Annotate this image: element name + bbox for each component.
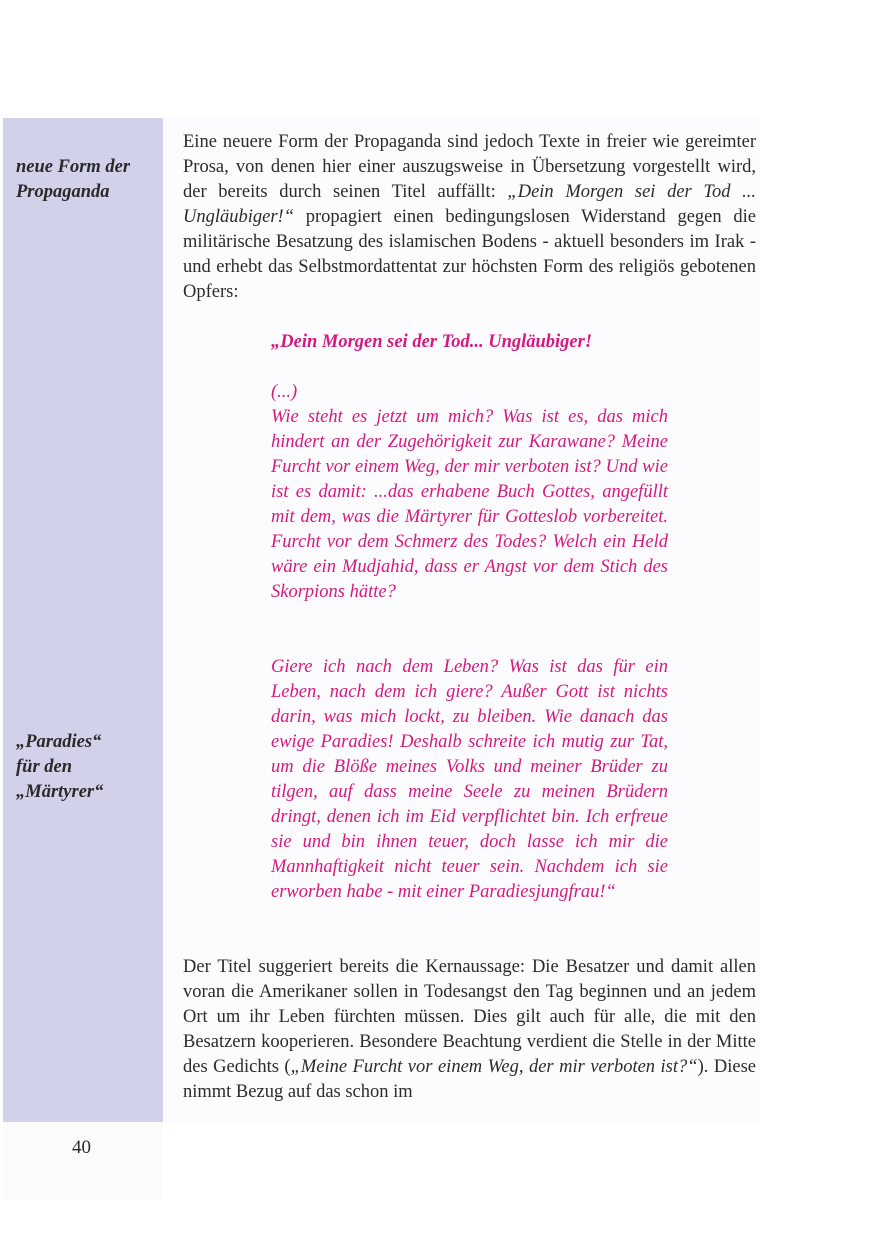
paragraph-text: propagiert einen bedingungslosen Widerstand gegen die militärische Besatzung des islamischen Bodens - aktuell besonders im Irak - und erhebt das Selbstmordattentat zur höchsten Form des religiös gebotenen Opfers: (183, 207, 756, 302)
page-number: 40 (72, 1137, 91, 1158)
paragraph-text: Eine neuere Form der Propaganda sind jedoch Texte in freier wie gereimter Prosa, von denen hier einer auszugsweise in Übersetzung vorgestellt wird, der bereits durch seinen Titel auffällt: (183, 132, 756, 202)
body-paragraph-intro (183, 130, 756, 305)
paragraph-text: ). Diese nimmt Bezug auf das schon im (183, 1057, 756, 1102)
poem-stanza-2: Giere ich nach dem Leben? Was ist das für ein Leben, nach dem ich giere? Außer Gott ist nichts darin, was mich lockt, zu bleiben. Wie danach das ewige Paradies! Deshalb schreite ich mutig zur Tat, um die Blöße meines Volks und meiner Brüder zu tilgen, auf dass meine Seele zu meinen Brüdern dringt, denen ich im Eid verpflichtet bin. Ich erfreue sie und bin ihnen teuer, doch lasse ich mir die Mannhaftigkeit nicht teuer sein. Nachdem ich sie erworben habe - mit einer Paradiesjungfrau!“ (271, 657, 668, 902)
footer-band (3, 1122, 163, 1200)
poem-stanza-1: (...) Wie steht es jetzt um mich? Was ist es, das mich hindert an der Zugehörigkeit zur Karawane? Meine Furcht vor einem Weg, der mir verboten ist? Und wie ist es damit: ...das erhabene Buch Gottes, angefüllt mit dem, was die Märtyrer für Gotteslob vorbereitet. Furcht vor dem Schmerz des Todes? Welch ein Held wäre ein Mudjahid, dass er Angst vor dem Stich des Skorpions hätte? (271, 382, 668, 602)
margin-note-paradies: „Paradies“ für den „Märtyrer“ (16, 732, 104, 802)
poem-title: „Dein Morgen sei der Tod... Ungläubiger! (271, 332, 593, 352)
inline-quote: „Meine Furcht vor einem Weg, der mir verboten ist?“ (290, 1057, 698, 1077)
body-paragraph-analysis (183, 955, 756, 1105)
inline-quote: „Dein Morgen sei der Tod ... Ungläubiger!“ (183, 182, 757, 227)
paragraph-text: Der Titel suggeriert bereits die Kernaussage: Die Besatzer und damit allen voran die Amerikaner sollen in Todesangst den Tag beginnen und an jedem Ort um ihr Leben fürchten müssen. Dies gilt auch für alle, die mit den Besatzern kooperieren. Besondere Beachtung verdient die Stelle in der Mitte des Gedichts ( (183, 957, 756, 1077)
margin-sidebar (3, 118, 163, 1122)
margin-note-propaganda: neue Form der Propaganda (16, 157, 131, 202)
